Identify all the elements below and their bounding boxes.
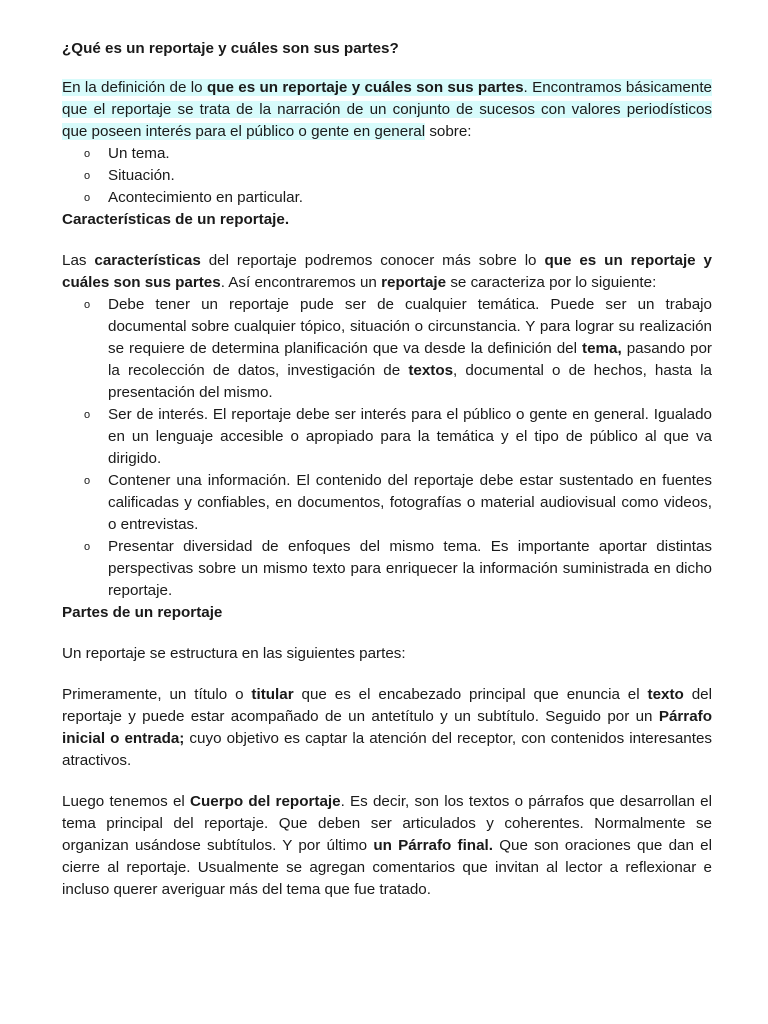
bold-text: que es un reportaje y cuáles son sus partes: [62, 252, 712, 291]
text: del reportaje y puede estar acompañado de un antetítulo y un subtítulo. Seguido por un: [62, 686, 712, 725]
characteristics-heading: Características de un reportaje.: [62, 211, 290, 228]
list-item: [62, 470, 712, 536]
text: , documental o de hechos, hasta la presentación del mismo.: [108, 362, 712, 401]
bold-text: reportaje: [381, 274, 447, 291]
text: pasando por la recolección de datos, investigación de: [108, 340, 712, 379]
parts-heading: Partes de un reportaje: [62, 604, 223, 621]
characteristics-paragraph: [62, 250, 712, 294]
text: se caracteriza por lo siguiente:: [446, 274, 657, 291]
text: que es el encabezado principal que enuncia el: [293, 686, 648, 703]
intro-paragraph: [62, 77, 712, 143]
bullet-icon: o: [84, 541, 91, 553]
bullet-icon: o: [84, 192, 91, 204]
text: Debe tener un reportaje pude ser de cualquier temática. Puede ser un trabajo documental sobre cualquier tópico, situación o circunstancia. Y para lograr su realización se requiere de determina planificación que va desde la definición del: [108, 296, 712, 357]
bold-text: Párrafo inicial o entrada;: [62, 708, 712, 747]
list-item: [62, 536, 712, 602]
list-item: [62, 294, 712, 404]
bold-text: tema,: [582, 340, 622, 357]
bullet-icon: o: [84, 409, 91, 421]
bullet-icon: o: [84, 475, 91, 487]
parts-paragraph-2: [62, 791, 712, 901]
text: del reportaje podremos conocer más sobre lo: [200, 252, 545, 269]
list-item: [62, 165, 712, 187]
bold-text: un Párrafo final.: [373, 837, 493, 854]
text: . Es decir, son los textos o párrafos que desarrollan el tema principal del reportaje. Que deben ser articulados y coherentes. Normalmente se organizan usándose subtítulos. Y por último: [62, 793, 712, 854]
list-item: [62, 187, 712, 209]
bold-text: características: [94, 252, 201, 269]
text: Las: [62, 252, 95, 269]
text: Que son oraciones que dan el cierre al reportaje. Usualmente se agregan comentarios que invitan al lector a reflexionar e incluso querer averiguar más del tema que fue tratado.: [62, 837, 712, 898]
text: cuyo objetivo es captar la atención del receptor, con contenidos interesantes atractivos.: [62, 730, 713, 769]
intro-bold-1: que es un reportaje y cuáles son sus partes: [206, 79, 524, 96]
intro-text-1: En la definición de lo: [62, 79, 207, 96]
text: Luego tenemos el: [62, 793, 190, 810]
text: . Así encontraremos un: [220, 274, 382, 291]
text: Presentar diversidad de enfoques del mismo tema. Es importante aportar distintas perspectivas sobre un mismo texto para enriquecer la información suministrada en dicho reportaje.: [108, 538, 712, 599]
bold-text: titular: [251, 686, 294, 703]
bold-text: textos: [408, 362, 454, 379]
text: Ser de interés. El reportaje debe ser interés para el público o gente en general. Igualado en un lenguaje accesible o apropiado para la temática y el tipo de público al que va dirigido.: [108, 406, 712, 467]
parts-paragraph-1: [62, 684, 712, 772]
bullet-icon: o: [84, 299, 91, 311]
list-item: [62, 143, 712, 165]
list-item-text: Un tema.: [108, 145, 170, 162]
characteristics-list: [62, 294, 712, 602]
intro-highlight: [62, 79, 712, 140]
bold-text: Cuerpo del reportaje: [190, 793, 341, 810]
text: Contener una información. El contenido del reportaje debe estar sustentado en fuentes calificadas y confiables, en documentos, fotografías o material audiovisual como videos, o entrevistas.: [108, 472, 712, 533]
list-item-text: Acontecimiento en particular.: [108, 189, 304, 206]
list-item-text: Situación.: [108, 167, 175, 184]
intro-text-2: . Encontramos básicamente que el reportaje se trata de la narración de un conjunto de sucesos con valores periodísticos que poseen interés para el público o gente en general: [62, 79, 712, 140]
bold-text: texto: [647, 686, 684, 703]
text: Primeramente, un título o: [62, 686, 252, 703]
parts-intro: Un reportaje se estructura en las siguientes partes:: [62, 645, 406, 662]
document-title: ¿Qué es un reportaje y cuáles son sus partes?: [62, 40, 399, 57]
list-item: [62, 404, 712, 470]
bullet-icon: o: [84, 148, 91, 160]
bullet-icon: o: [84, 170, 91, 182]
intro-text-3: sobre:: [425, 123, 472, 140]
topics-list: [62, 143, 712, 209]
